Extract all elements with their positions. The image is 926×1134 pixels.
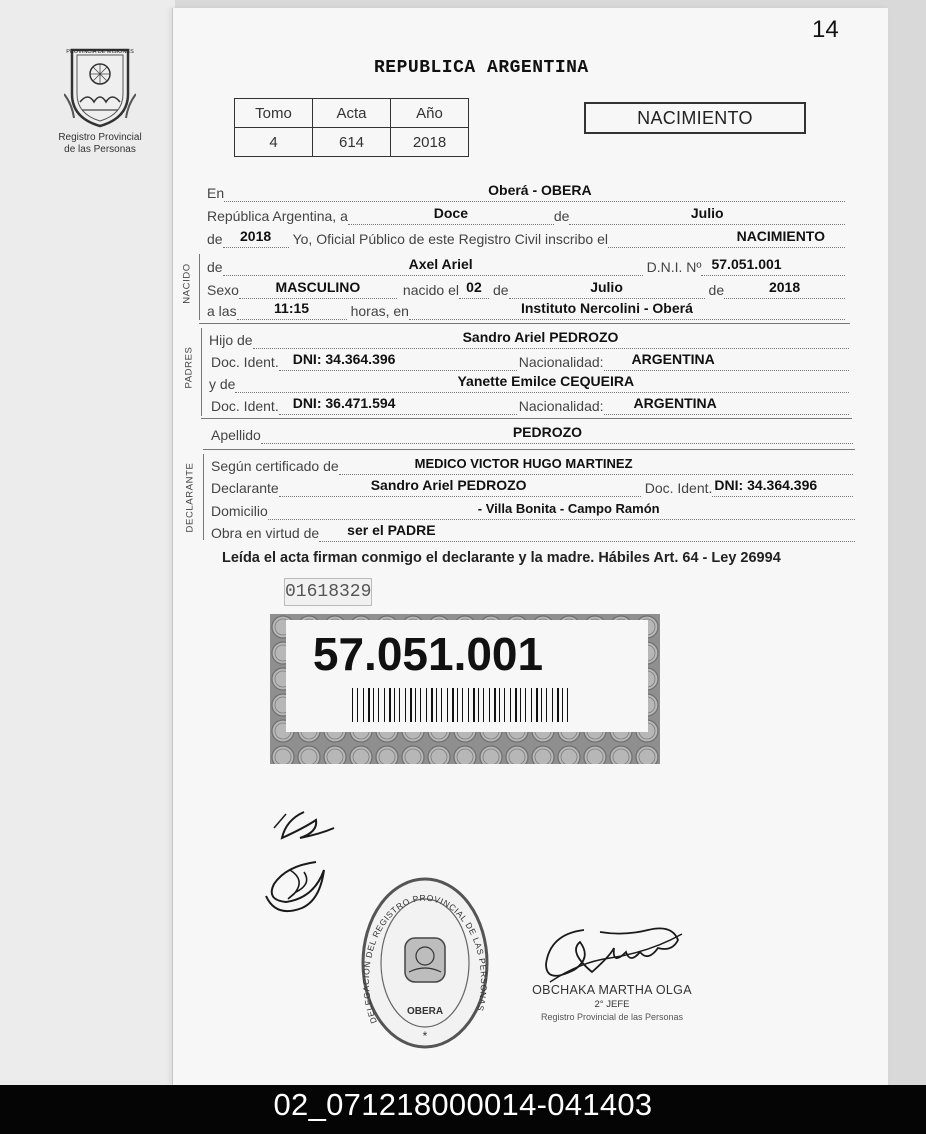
record-table bbox=[234, 98, 469, 157]
declarant-doc-value: DNI: 34.364.396 bbox=[714, 477, 818, 493]
row-sex bbox=[207, 279, 845, 299]
birth-day-value: 02 bbox=[466, 279, 482, 295]
a-las-label: a las bbox=[207, 303, 237, 319]
barcode-bar bbox=[541, 688, 542, 722]
birth-month-field bbox=[509, 279, 705, 299]
address-field bbox=[268, 503, 855, 520]
oficial-text: Yo, Oficial Público de este Registro Civil inscribo el bbox=[292, 231, 608, 247]
certificate-label: Según certificado de bbox=[211, 458, 339, 474]
nacido-el-label: nacido el bbox=[402, 282, 459, 298]
hijo-de-label: Hijo de bbox=[209, 332, 253, 348]
mother-nat-value: ARGENTINA bbox=[633, 395, 717, 411]
logo-top-text: PROVINCIA DE MISIONES bbox=[66, 49, 134, 55]
barcode-bar bbox=[405, 688, 406, 722]
en-label: En bbox=[207, 185, 225, 201]
de-label: de bbox=[553, 208, 570, 224]
de-year-label: de bbox=[207, 231, 223, 247]
row-declarant bbox=[211, 477, 853, 497]
declarant-value: Sandro Ariel PEDROZO bbox=[370, 477, 527, 493]
father-field bbox=[253, 329, 849, 349]
sexo-value: MASCULINO bbox=[275, 279, 361, 295]
sticker-number: 57.051.001 bbox=[312, 628, 544, 680]
apellido-label: Apellido bbox=[211, 427, 261, 443]
child-name-field bbox=[223, 256, 643, 276]
barcode-bar bbox=[473, 688, 475, 722]
mother-doc-field bbox=[279, 395, 517, 415]
virtue-field bbox=[319, 522, 855, 542]
de-label-month: de bbox=[708, 282, 725, 298]
mother-value: Yanette Emilce CEQUEIRA bbox=[457, 373, 635, 389]
file-id: 02_071218000014-041403 bbox=[273, 1087, 653, 1122]
barcode-bar bbox=[452, 688, 454, 722]
republica-label: República Argentina, a bbox=[207, 208, 348, 224]
barcode-bar bbox=[447, 688, 448, 722]
row-place bbox=[207, 182, 845, 202]
year-value: 2018 bbox=[240, 228, 272, 244]
barcode-bar bbox=[415, 688, 416, 722]
dni-label: D.N.I. Nº bbox=[646, 259, 702, 275]
virtue-value: ser el PADRE bbox=[347, 522, 436, 538]
acta-value: 614 bbox=[313, 128, 391, 157]
row-date bbox=[207, 205, 845, 225]
barcode-bar bbox=[489, 688, 490, 722]
row-address bbox=[211, 500, 855, 520]
barcode-bar bbox=[557, 688, 559, 722]
declarant-doc-label: Doc. Ident. bbox=[644, 480, 713, 496]
horas-label: horas, en bbox=[350, 303, 409, 319]
nacido-section-label: NACIDO bbox=[181, 263, 193, 304]
barcode-bar bbox=[478, 688, 479, 722]
separator-1 bbox=[199, 323, 850, 324]
document-title: REPUBLICA ARGENTINA bbox=[374, 58, 589, 78]
page-number: 14 bbox=[812, 16, 839, 43]
barcode-bar bbox=[368, 688, 370, 722]
mother-nat-field bbox=[604, 395, 849, 415]
barcode-bar bbox=[520, 688, 521, 722]
year-field bbox=[223, 228, 289, 248]
barcode-bar bbox=[462, 688, 463, 722]
declarante-label: Declarante bbox=[211, 480, 279, 496]
birth-year-value: 2018 bbox=[768, 279, 801, 295]
closing-text: Leída el acta firman conmigo el declarante y la madre. Hábiles Art. 64 - Ley 26994 bbox=[222, 550, 781, 566]
barcode-bar bbox=[531, 688, 532, 722]
declarant-signature bbox=[256, 800, 346, 925]
anio-header: Año bbox=[391, 99, 469, 128]
sexo-label: Sexo bbox=[207, 282, 239, 298]
father-doc-value: DNI: 34.364.396 bbox=[292, 351, 396, 367]
surname-field bbox=[261, 424, 853, 444]
issuer-line1: Registro Provincial bbox=[58, 132, 142, 143]
declarant-field bbox=[279, 477, 641, 497]
dni-field bbox=[701, 256, 845, 276]
signer-name: OBCHAKA MARTHA OLGA bbox=[532, 983, 692, 997]
dni-value: 57.051.001 bbox=[711, 256, 782, 272]
row-year bbox=[207, 228, 845, 248]
father-nat-label: Nacionalidad: bbox=[518, 354, 604, 370]
row-time bbox=[207, 300, 845, 320]
row-father bbox=[209, 329, 849, 349]
act-type-value: NACIMIENTO bbox=[736, 228, 825, 244]
domicilio-label: Domicilio bbox=[211, 503, 268, 519]
file-id-bar bbox=[0, 1085, 926, 1134]
separator-3 bbox=[203, 449, 855, 450]
row-mother bbox=[209, 373, 849, 393]
certificate-value: MEDICO VICTOR HUGO MARTINEZ bbox=[414, 456, 633, 471]
barcode-bar bbox=[567, 688, 568, 722]
anio-value: 2018 bbox=[391, 128, 469, 157]
certificate-field bbox=[339, 458, 853, 475]
left-margin bbox=[0, 0, 175, 1085]
mother-field bbox=[235, 373, 849, 393]
mother-nat-label: Nacionalidad: bbox=[518, 398, 604, 414]
place-field bbox=[224, 182, 845, 202]
act-type-field bbox=[608, 228, 845, 248]
barcode-bar bbox=[389, 688, 391, 722]
barcode-bar bbox=[436, 688, 437, 722]
row-mother-doc bbox=[211, 395, 849, 415]
place-value: Oberá - OBERA bbox=[488, 182, 592, 198]
acta-header: Acta bbox=[313, 99, 391, 128]
barcode-bar bbox=[536, 688, 538, 722]
stamp-city: OBERA bbox=[406, 1006, 444, 1017]
svg-text:*: * bbox=[422, 1029, 428, 1043]
time-field bbox=[237, 300, 347, 320]
barcode-bar bbox=[504, 688, 505, 722]
de-label-child: de bbox=[207, 259, 223, 275]
barcode-bar bbox=[426, 688, 427, 722]
mother-doc-label: Doc. Ident. bbox=[211, 398, 279, 414]
father-nat-value: ARGENTINA bbox=[631, 351, 715, 367]
dni-sticker bbox=[270, 614, 660, 764]
barcode-bar bbox=[525, 688, 526, 722]
signer-role: 2° JEFE bbox=[594, 999, 630, 1010]
barcode-bar bbox=[394, 688, 395, 722]
birth-month-value: Julio bbox=[590, 279, 623, 295]
serial-number: 01618329 bbox=[284, 578, 372, 606]
issuer-caption bbox=[48, 132, 152, 156]
barcode-bar bbox=[483, 688, 484, 722]
barcode-bar bbox=[357, 688, 358, 722]
de-label-day: de bbox=[492, 282, 509, 298]
tomo-header: Tomo bbox=[235, 99, 313, 128]
separator-2 bbox=[201, 418, 852, 419]
birth-place-field bbox=[409, 300, 845, 320]
barcode-bar bbox=[441, 688, 442, 722]
month-value: Julio bbox=[690, 205, 724, 221]
row-child-name bbox=[207, 256, 845, 276]
barcode-bar bbox=[457, 688, 458, 722]
barcode-bar bbox=[399, 688, 400, 722]
barcode-bar bbox=[562, 688, 563, 722]
padres-divider bbox=[201, 328, 202, 416]
barcode-bar bbox=[468, 688, 469, 722]
father-doc-field bbox=[279, 351, 517, 371]
surname-value: PEDROZO bbox=[512, 424, 583, 440]
registry-stamp bbox=[355, 872, 495, 1054]
padres-section-label: PADRES bbox=[183, 346, 195, 389]
issuer-line2: de las Personas bbox=[64, 144, 136, 155]
month-field bbox=[569, 205, 845, 225]
signer-block bbox=[522, 983, 702, 1022]
barcode-bar bbox=[499, 688, 500, 722]
day-field bbox=[348, 205, 554, 225]
mother-doc-value: DNI: 36.471.594 bbox=[292, 395, 396, 411]
row-virtue bbox=[211, 522, 855, 542]
barcode-bar bbox=[378, 688, 379, 722]
declarante-divider bbox=[203, 454, 204, 540]
day-value: Doce bbox=[433, 205, 468, 221]
barcode-bar bbox=[552, 688, 553, 722]
tomo-value: 4 bbox=[235, 128, 313, 157]
barcode-bar bbox=[352, 688, 353, 722]
province-seal-logo bbox=[64, 44, 136, 128]
row-certificate bbox=[211, 455, 853, 475]
father-value: Sandro Ariel PEDROZO bbox=[462, 329, 619, 345]
declarante-section-label: DECLARANTE bbox=[184, 462, 196, 533]
barcode-bar bbox=[515, 688, 517, 722]
signer-org: Registro Provincial de las Personas bbox=[540, 1012, 684, 1022]
y-de-label: y de bbox=[209, 376, 236, 392]
nacido-divider bbox=[199, 254, 200, 320]
barcode-bar bbox=[373, 688, 374, 722]
row-father-doc bbox=[211, 351, 849, 371]
barcode-bar bbox=[363, 688, 364, 722]
barcode-bar bbox=[510, 688, 511, 722]
stamp-outer-text: DELEGACION DEL REGISTRO PROVINCIAL DE LAS PERSONAS bbox=[360, 892, 490, 1025]
signer-signature bbox=[540, 912, 690, 992]
father-doc-label: Doc. Ident. bbox=[211, 354, 279, 370]
barcode-bar bbox=[494, 688, 496, 722]
row-surname bbox=[211, 424, 853, 444]
record-type-box: NACIMIENTO bbox=[584, 102, 806, 134]
barcode-bar bbox=[384, 688, 385, 722]
sexo-field bbox=[239, 279, 397, 299]
birth-place-value: Instituto Nercolini - Oberá bbox=[520, 300, 693, 316]
address-value: - Villa Bonita - Campo Ramón bbox=[477, 501, 660, 516]
barcode-bar bbox=[420, 688, 421, 722]
barcode-bar bbox=[546, 688, 547, 722]
time-value: 11:15 bbox=[274, 300, 310, 316]
father-nat-field bbox=[604, 351, 849, 371]
birth-year-field bbox=[724, 279, 845, 299]
barcode-bar bbox=[410, 688, 412, 722]
obra-label: Obra en virtud de bbox=[211, 525, 320, 541]
barcode-bar bbox=[431, 688, 433, 722]
birth-day-field bbox=[459, 279, 489, 299]
child-name-value: Axel Ariel bbox=[408, 256, 473, 272]
declarant-doc-field bbox=[712, 477, 853, 497]
